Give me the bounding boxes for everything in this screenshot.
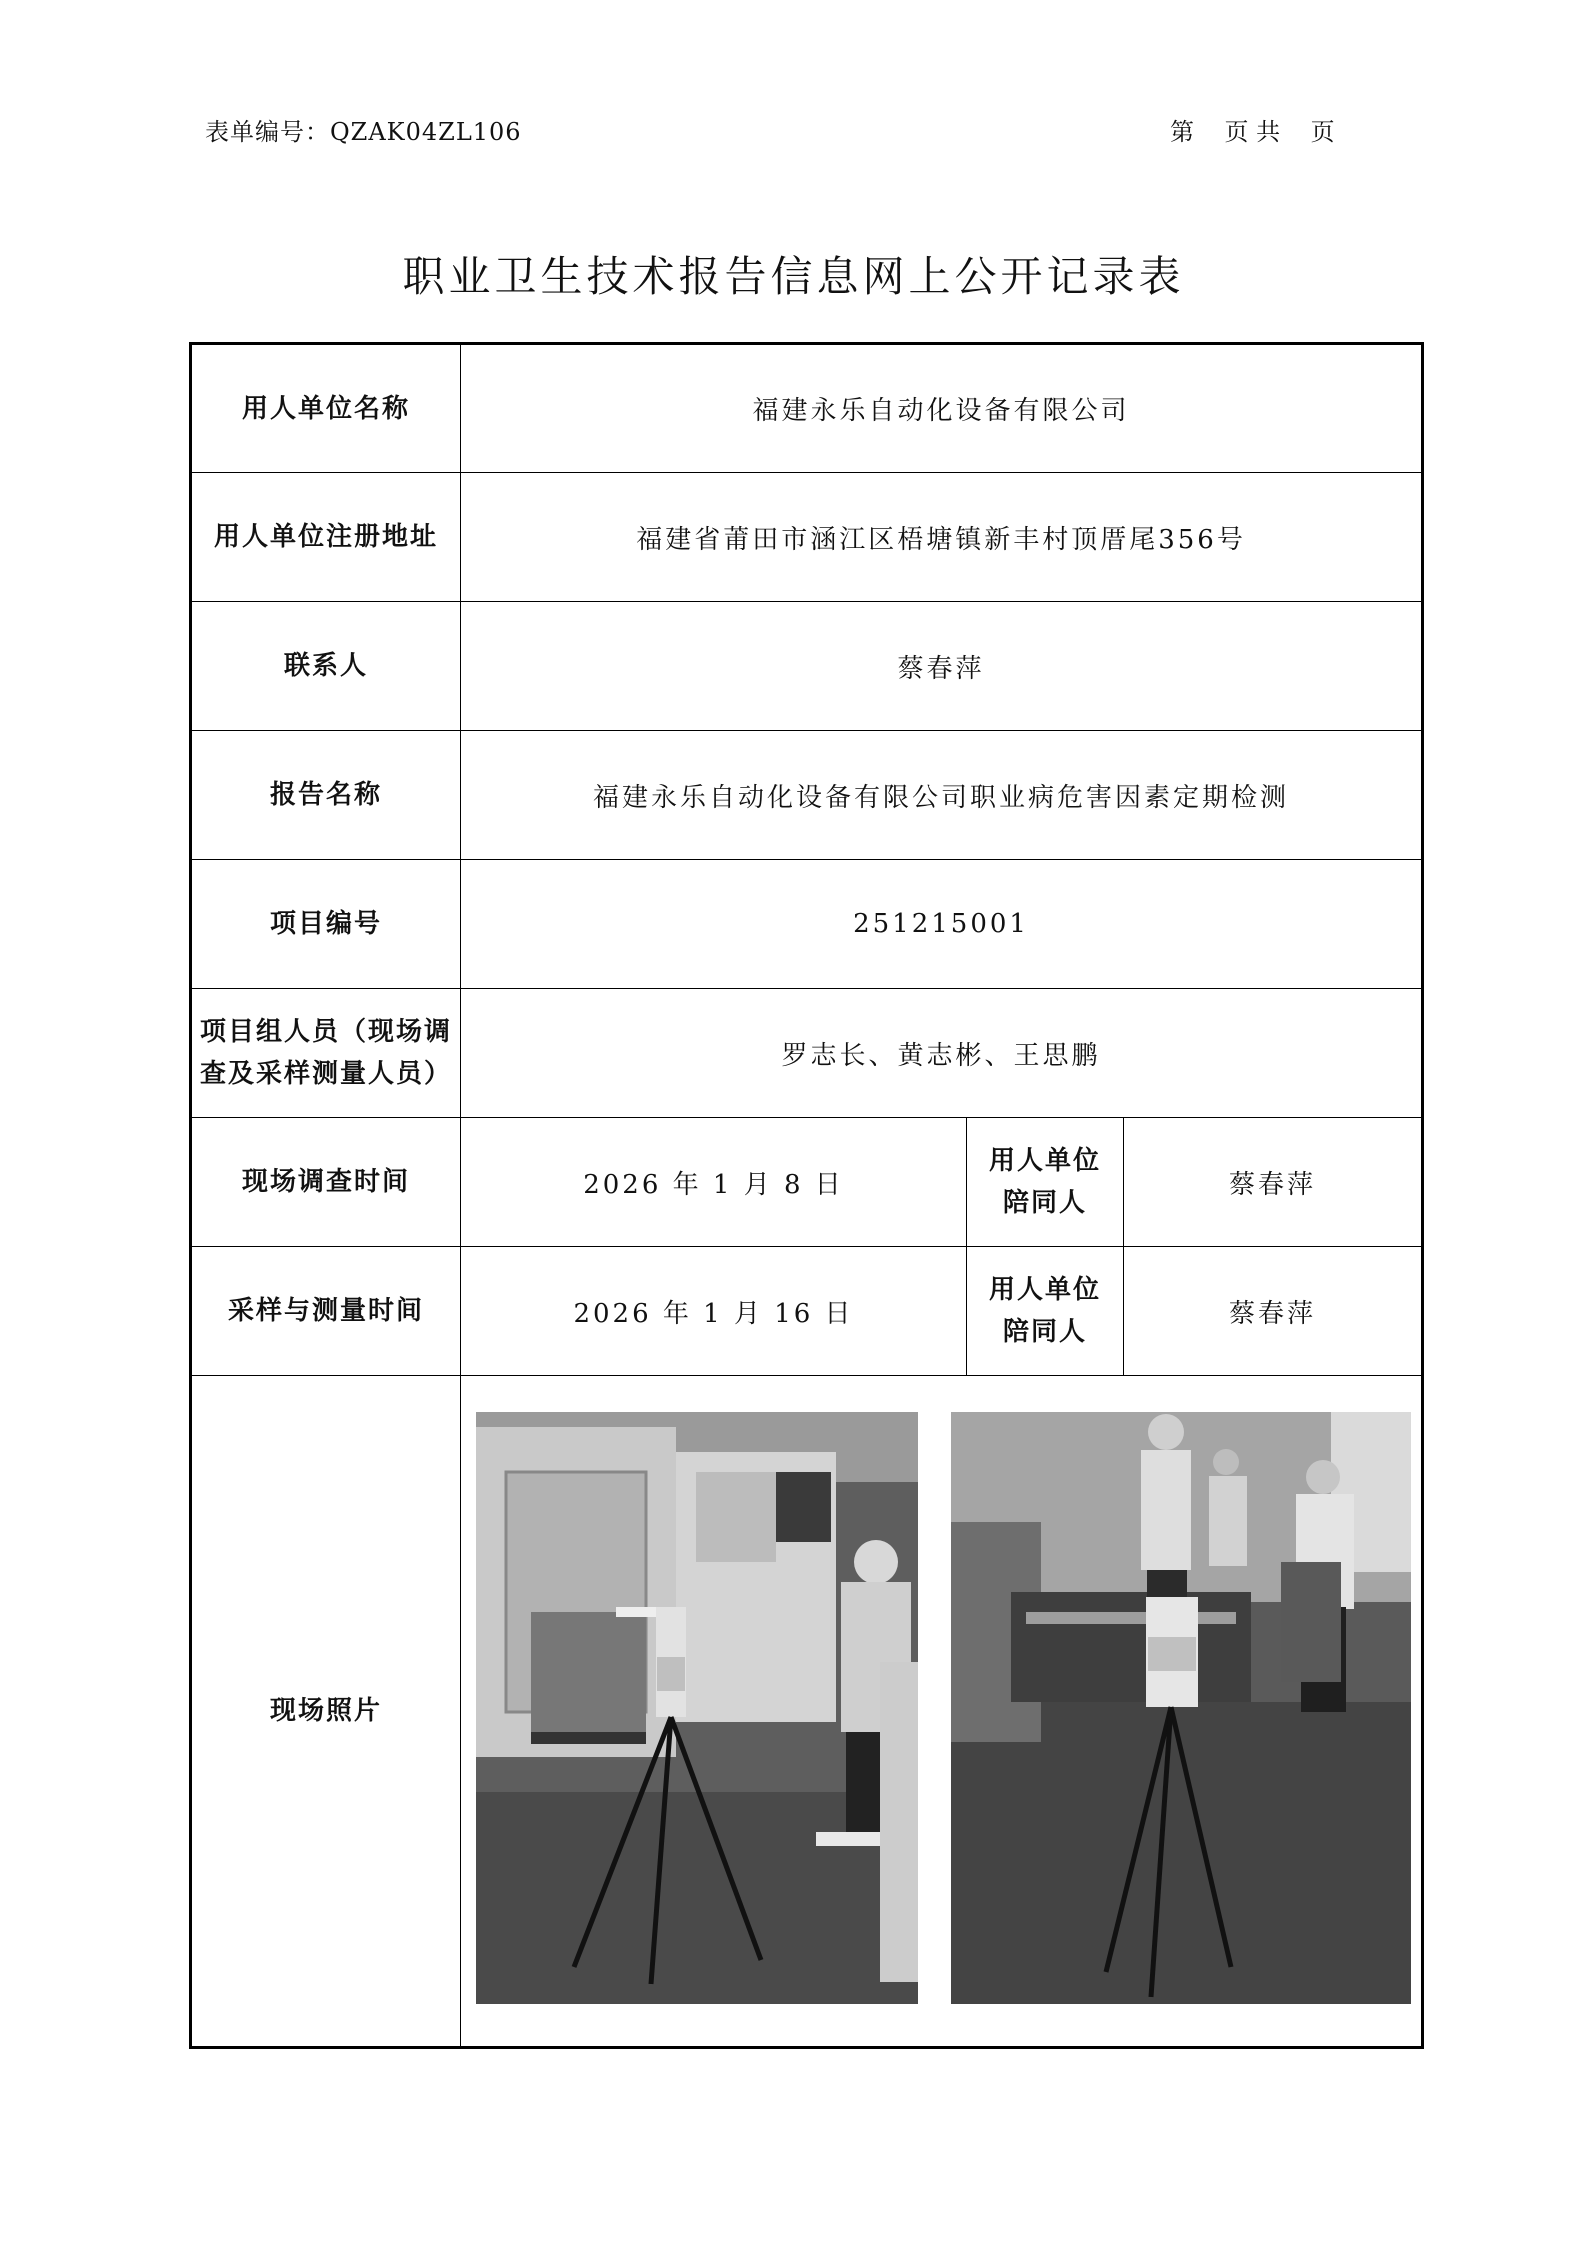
row-photos <box>191 1376 1423 2048</box>
row-team-members <box>191 989 1423 1118</box>
team-members-value: 罗志长、黄志彬、王思鹏 <box>461 989 1423 1118</box>
form-number: 表单编号：QZAK04ZL106 <box>205 118 522 146</box>
team-members-label-line1: 项目组人员（现场调 <box>199 1017 452 1047</box>
row-survey-time <box>191 1118 1423 1247</box>
survey-accompany-value: 蔡春萍 <box>1124 1118 1423 1247</box>
site-photo-1 <box>476 1412 918 2004</box>
sampling-time-label: 采样与测量时间 <box>191 1247 461 1376</box>
survey-time-value: 2026 年 1 月 8 日 <box>461 1118 967 1247</box>
employer-address-label: 用人单位注册地址 <box>191 473 461 602</box>
row-employer-name <box>191 344 1423 473</box>
row-sampling-time <box>191 1247 1423 1376</box>
project-number-label: 项目编号 <box>191 860 461 989</box>
sampling-accompany-label-line1: 用人单位 <box>988 1275 1101 1305</box>
site-photo-2 <box>951 1412 1411 2004</box>
contact-value: 蔡春萍 <box>461 602 1423 731</box>
row-employer-address <box>191 473 1423 602</box>
record-table <box>189 342 1424 2049</box>
sampling-accompany-label <box>967 1247 1124 1376</box>
row-report-name <box>191 731 1423 860</box>
photos-label: 现场照片 <box>191 1376 461 2048</box>
team-members-label <box>191 989 461 1118</box>
row-project-number <box>191 860 1423 989</box>
contact-label: 联系人 <box>191 602 461 731</box>
row-contact <box>191 602 1423 731</box>
sampling-accompany-value: 蔡春萍 <box>1124 1247 1423 1376</box>
report-name-label: 报告名称 <box>191 731 461 860</box>
employer-address-value: 福建省莆田市涵江区梧塘镇新丰村顶厝尾356号 <box>461 473 1423 602</box>
sampling-time-value: 2026 年 1 月 16 日 <box>461 1247 967 1376</box>
team-members-label-line2: 查及采样测量人员） <box>199 1059 452 1089</box>
survey-accompany-label <box>967 1118 1124 1247</box>
report-name-value: 福建永乐自动化设备有限公司职业病危害因素定期检测 <box>461 731 1423 860</box>
photos-cell <box>461 1376 1423 2048</box>
survey-accompany-label-line1: 用人单位 <box>988 1146 1101 1176</box>
page-title: 职业卫生技术报告信息网上公开记录表 <box>402 252 1185 301</box>
employer-name-value: 福建永乐自动化设备有限公司 <box>461 344 1423 473</box>
project-number-value: 251215001 <box>461 860 1423 989</box>
edge-mark <box>1424 360 1430 366</box>
sampling-accompany-label-line2: 陪同人 <box>1002 1317 1087 1347</box>
survey-accompany-label-line2: 陪同人 <box>1002 1188 1087 1218</box>
employer-name-label: 用人单位名称 <box>191 344 461 473</box>
page-info: 第 页 共 页 <box>1170 118 1335 146</box>
survey-time-label: 现场调查时间 <box>191 1118 461 1247</box>
